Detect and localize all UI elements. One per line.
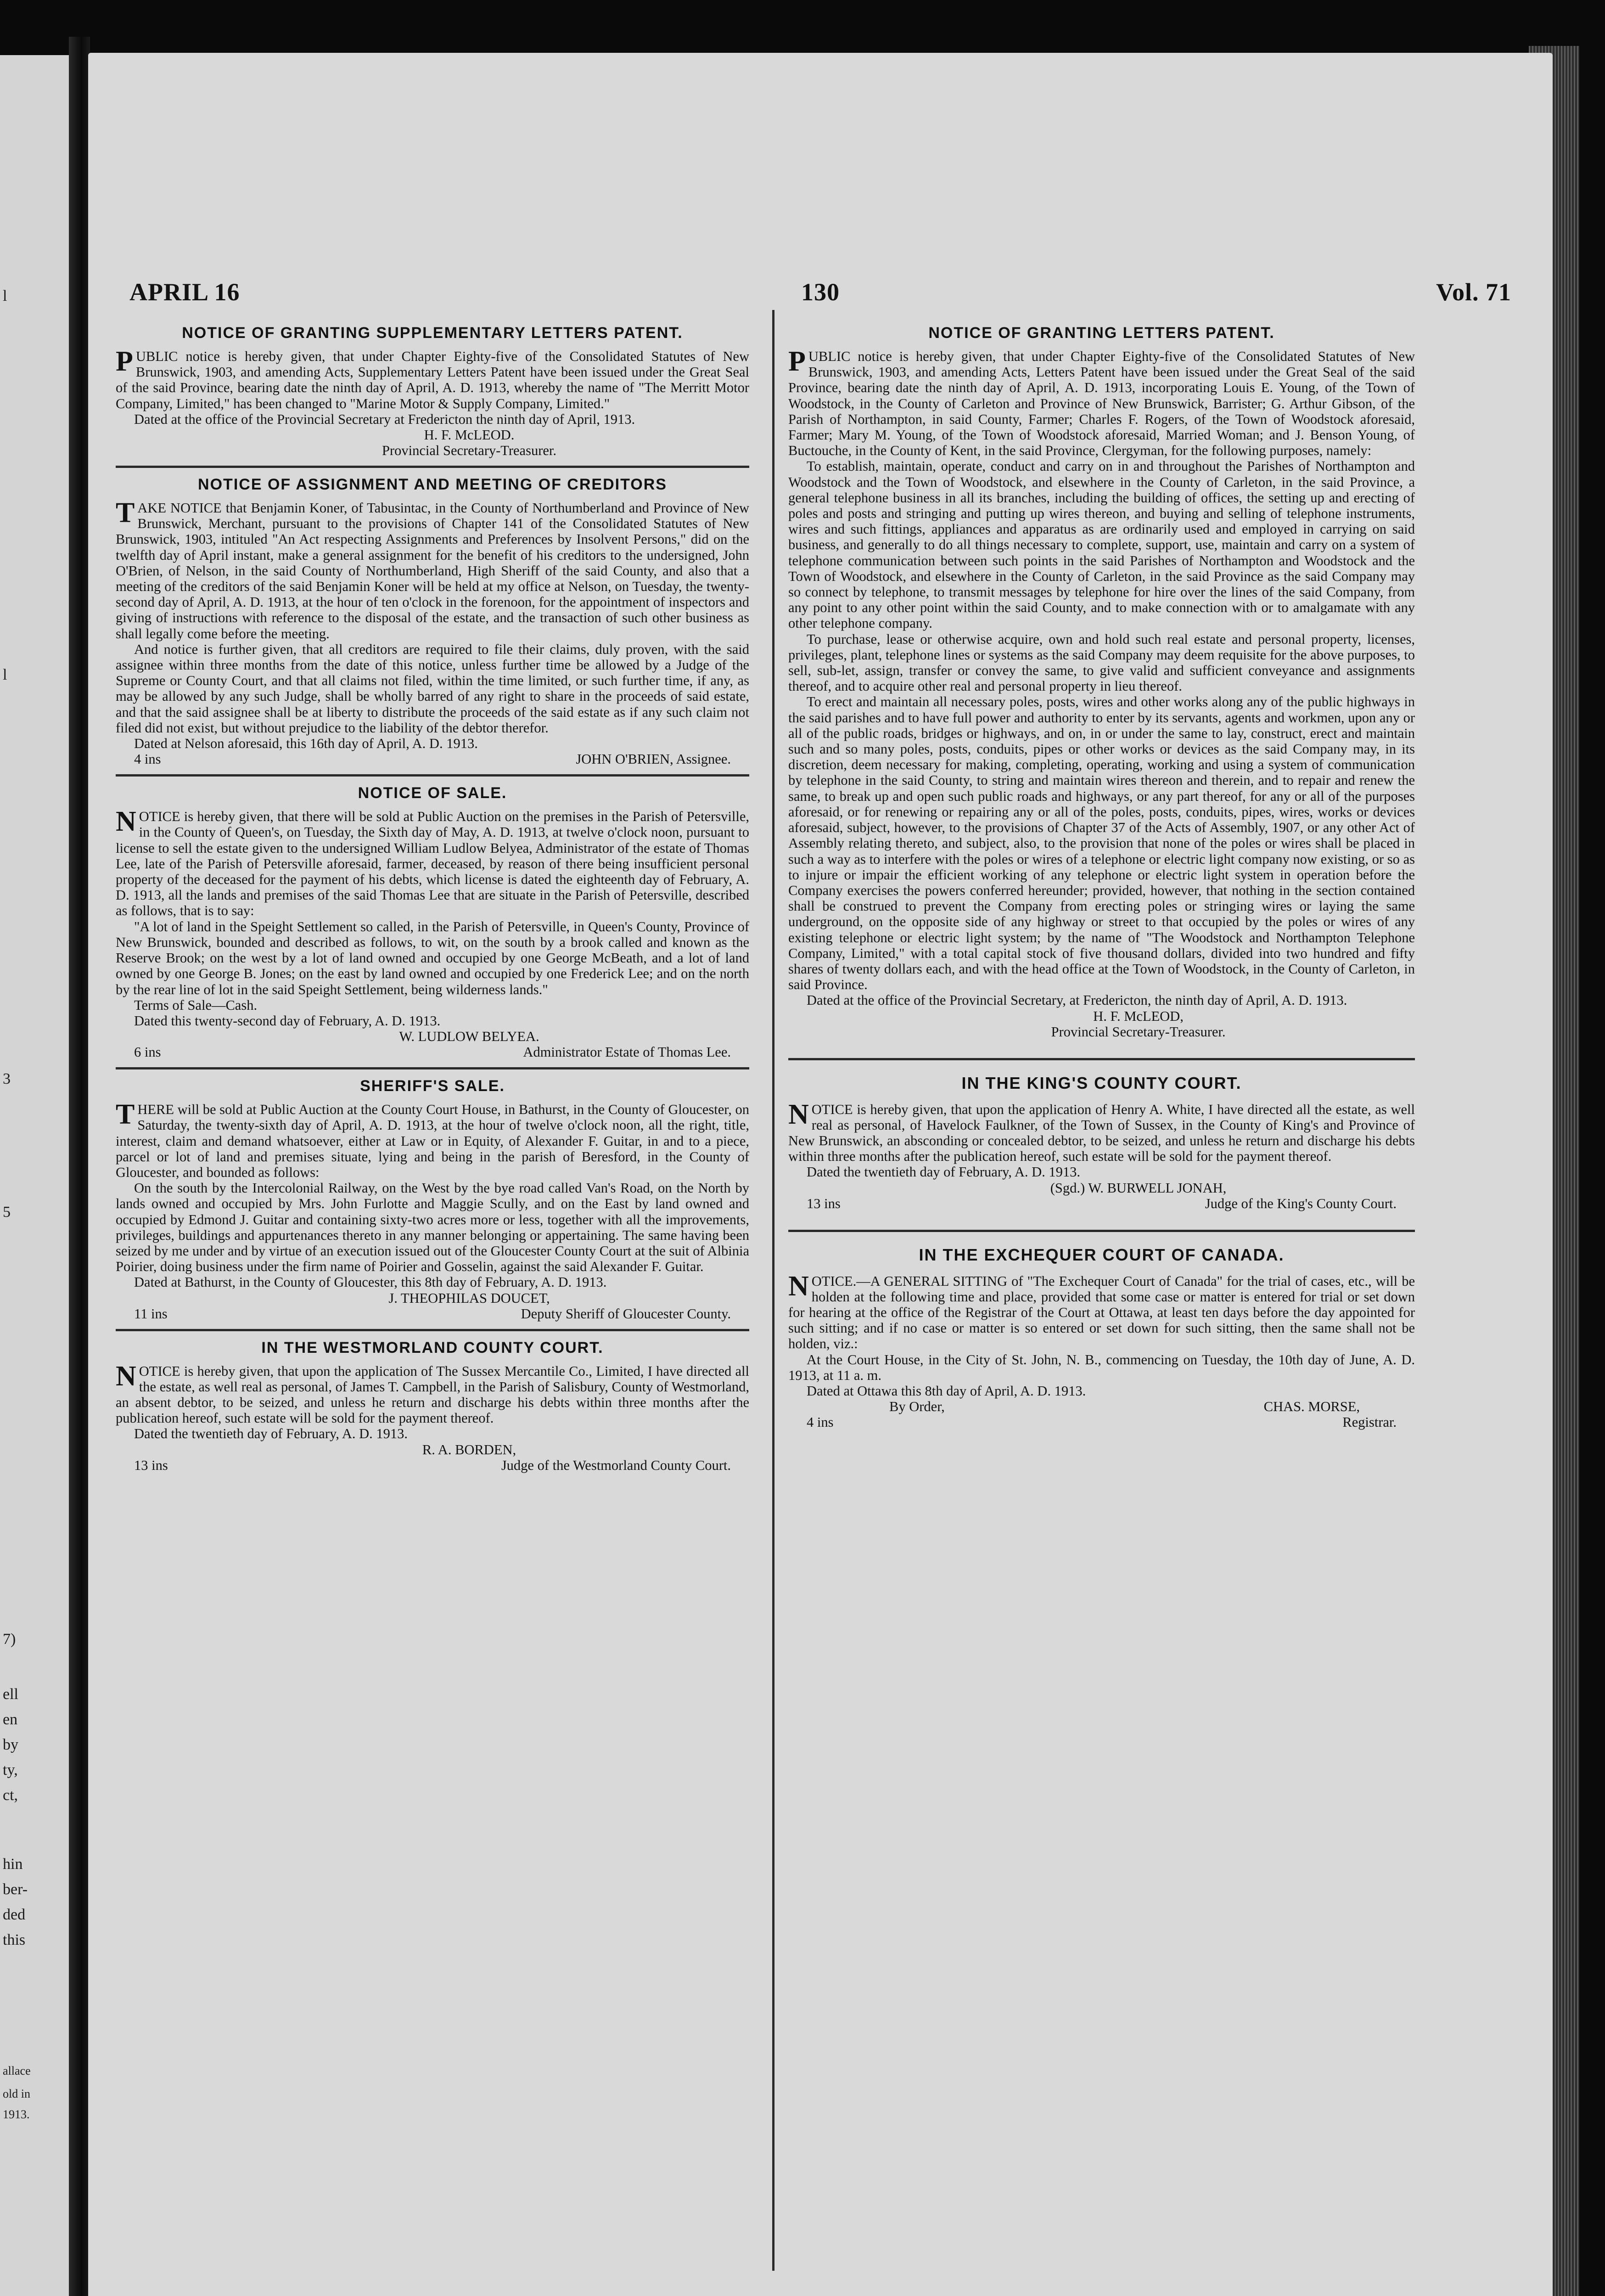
section-rule bbox=[788, 1058, 1415, 1060]
notice-of-sale bbox=[116, 784, 749, 1060]
drop-cap: T bbox=[116, 1099, 135, 1131]
signature-title: Judge of the King's County Court. bbox=[1205, 1195, 1397, 1211]
notice-dated: Dated at Nelson aforesaid, this 16th day of April, A. D. 1913. bbox=[134, 736, 478, 752]
signature-title: Provincial Secretary-Treasurer. bbox=[382, 443, 556, 459]
margin-fragment: 5 bbox=[3, 1204, 11, 1221]
notice-body: OTICE.—A GENERAL SITTING of "The Exchequer Court of Canada" for the trial of cases, etc., will be holden at the following time and place, provided that some case or matter is entered for trial or set down for hearing at the office of the Registrar of the Court at Ottawa, at least ten days before the day appointed for such sitting; and if no case or matter is so entered or set down for such sitting, then the same shall not be holden, viz.: bbox=[788, 1273, 1415, 1352]
notice-dated: Dated at Bathurst, in the County of Gloucester, this 8th day of February, A. D. 1913. bbox=[134, 1274, 607, 1290]
signature-name: H. F. McLEOD. bbox=[424, 427, 515, 443]
margin-fragment: allace bbox=[3, 2064, 31, 2077]
drop-cap: N bbox=[788, 1098, 809, 1130]
drop-cap: T bbox=[116, 497, 135, 529]
signature-title: Registrar. bbox=[1342, 1414, 1397, 1430]
notice-heading: NOTICE OF GRANTING SUPPLEMENTARY LETTERS PATENT. bbox=[182, 324, 683, 342]
notice-paragraph: To erect and maintain all necessary poles, posts, wires and other works along any of the public highways in the said parishes and to have full power and authority to enter by its servants, agents and workmen, upon any or all of the public roads, bridges or highways, and on, in or under the same to lay, construct, erect and maintain such and so many poles, posts, conduits, pipes or other works or devices as the said Company may, in its discretion, deem necessary for making, completing, operating, working and using a system of communication by telephone in the said County, to string and maintain wires thereon and therein, and to repair and renew the same, to break up and open such public roads and highways, or any part thereof, for any or all of the purposes aforesaid, or for renewing or repairing any or all of the poles, posts, conduits, pipes, wires, works or devices aforesaid, subject, however, to the provisions of Chapter 37 of the Acts of Assembly, 1907, or any other Act of Assembly relating thereto, and subject, also, to the provision that none of the poles or wires shall be placed in such a way as to interfere with the poles or wires of a telephone or electric light company now existing, or so as to injure or impair the efficient working of any telephone or electric light system in operation before the Company exercises the powers conferred hereunder; provided, however, that nothing in the section contained shall be construed to prevent the Company from erecting poles or stringing wires or laying the same underground, on the opposite side of any highway or street to that occupied by the poles or wires of any existing telephone or electric light system; by the name of "The Woodstock and Northampton Telephone Company, Limited," with a total capital stock of five thousand dollars, divided into two hundred and fifty shares of twenty dollars each, and with the head office at the Town of Woodstock, in the County of Carleton, in said Province. bbox=[788, 694, 1415, 993]
signature-title: Administrator Estate of Thomas Lee. bbox=[523, 1044, 731, 1060]
signature-title: Provincial Secretary-Treasurer. bbox=[1051, 1024, 1226, 1040]
insertion-count: 11 ins bbox=[134, 1306, 168, 1322]
margin-fragment: 3 bbox=[3, 1070, 11, 1087]
notice-kings-county-court bbox=[788, 1074, 1415, 1211]
notice-paragraph: To purchase, lease or otherwise acquire, own and hold such real estate and personal property, licenses, privileges, plant, telephone lines or systems as the said Company may deem requisite for the above purposes, to sell, sub-let, assign, transfer or convey the same, to give valid and sufficient conveyance and assignments thereof, and to acquire other real and personal property in lieu thereof. bbox=[788, 631, 1415, 694]
notice-heading: IN THE WESTMORLAND COUNTY COURT. bbox=[261, 1339, 604, 1356]
margin-fragment: l bbox=[3, 287, 7, 304]
insertion-count: 13 ins bbox=[807, 1195, 841, 1211]
notice-body-continued: On the south by the Intercolonial Railway, on the West by the bye road called Van's Road, on the North by lands owned and occupied by Mrs. John Furlotte and Maggie Scully, and on the East by land owned and occupied by Edmond J. Guitar and containing sixty-two acres more or less, together with all the improvements, privileges, buildings and appurtenances thereto in any manner belonging or appertaining. The same having been seized by me under and by virtue of an execution issued out of the Gloucester County Court at the suit of Albinia Poirier, doing business under the firm name of Poirier and Gosselin, against the said Alexander F. Guitar. bbox=[116, 1180, 749, 1275]
signature-name: J. THEOPHILAS DOUCET, bbox=[388, 1290, 550, 1306]
notice-heading: NOTICE OF ASSIGNMENT AND MEETING OF CREDITORS bbox=[198, 476, 667, 494]
drop-cap: P bbox=[116, 346, 133, 377]
signature-name: JOHN O'BRIEN, Assignee. bbox=[576, 751, 731, 767]
book-gutter bbox=[69, 37, 90, 2296]
notice-body-continued: And notice is further given, that all creditors are required to file their claims, duly proven, with the said assignee within three months from the date of this notice, unless further time be allowed by a Judge of the Supreme or County Court, and that all claims not filed, within the time limited, or such further time, if any, as may be allowed by any such Judge, shall be wholly barred of any right to share in the proceeds of said estate, and that the said assignee shall be at liberty to distribute the proceeds of the said estate as if any such claim not filed did not exist, but without prejudice to the liability of the debtor therefor. bbox=[116, 641, 749, 736]
drop-cap: N bbox=[116, 1360, 136, 1392]
notice-exchequer-court bbox=[788, 1246, 1415, 1430]
signature-name: W. LUDLOW BELYEA. bbox=[399, 1029, 539, 1045]
notice-heading: IN THE KING'S COUNTY COURT. bbox=[961, 1073, 1242, 1092]
notice-body: AKE NOTICE that Benjamin Koner, of Tabusintac, in the County of Northumberland and Province of New Brunswick, Merchant, pursuant to the provisions of Chapter 141 of the Consolidated Statutes of New Brunswick, 1903, intituled "An Act respecting Assignments and Preferences by Insolvent Persons," did on the twelfth day of April instant, make a general assignment for the benefit of his creditors to the undersigned, John O'Brien, of Nelson, in the said County of Northumberland, High Sheriff of the said County, and also that a meeting of the creditors of the said Benjamin Koner will be held at my office at Nelson, on Tuesday, the twenty-second day of April, A. D. 1913, at the hour of ten o'clock in the forenoon, for the appointment of inspectors and giving of instructions with reference to the disposal of the estate, and the transaction of such other business as shall legally come before the meeting. bbox=[116, 500, 749, 642]
notice-terms: Terms of Sale—Cash. bbox=[134, 997, 258, 1013]
left-column bbox=[116, 324, 749, 1477]
margin-fragment: ded bbox=[3, 1906, 26, 1923]
insertion-count: 13 ins bbox=[134, 1457, 168, 1473]
facing-page-edge bbox=[0, 55, 78, 2296]
notice-dated: Dated at the office of the Provincial Secretary, at Fredericton, the ninth day of April, A. D. 1913. bbox=[807, 992, 1347, 1008]
notice-dated: Dated this twenty-second day of February, A. D. 1913. bbox=[134, 1013, 441, 1029]
notice-dated: Dated at the office of the Provincial Secretary at Fredericton the ninth day of April, 1913. bbox=[134, 411, 635, 427]
notice-heading: NOTICE OF GRANTING LETTERS PATENT. bbox=[928, 324, 1275, 342]
margin-fragment: ct, bbox=[3, 1787, 18, 1804]
drop-cap: N bbox=[788, 1270, 809, 1302]
notice-supplementary-letters-patent bbox=[116, 324, 749, 458]
signature-title: Judge of the Westmorland County Court. bbox=[501, 1457, 731, 1473]
margin-fragment: ty, bbox=[3, 1761, 18, 1778]
running-head bbox=[129, 278, 1511, 315]
section-rule bbox=[116, 1329, 749, 1331]
margin-fragment: 1913. bbox=[3, 2108, 30, 2121]
notice-heading: SHERIFF'S SALE. bbox=[360, 1077, 505, 1095]
insertion-count: 4 ins bbox=[807, 1414, 834, 1430]
notice-body: HERE will be sold at Public Auction at the County Court House, in Bathurst, in the County of Gloucester, on Saturday, the twenty-sixth day of April, A. D. 1913, at the hour of twelve o'clock noon, all the right, title, interest, claim and demand whatsoever, either at Law or in Equity, of Alexander F. Guitar, in and to a piece, parcel or lot of land and premises situate, lying and being in the parish of Beresford, in the County of Gloucester, and bounded as follows: bbox=[116, 1102, 749, 1180]
notice-dated: Dated the twentieth day of February, A. D. 1913. bbox=[807, 1164, 1081, 1180]
section-rule bbox=[116, 1067, 749, 1069]
signature-title: Deputy Sheriff of Gloucester County. bbox=[521, 1306, 731, 1322]
margin-fragment: old in bbox=[3, 2087, 30, 2100]
notice-dated: Dated the twentieth day of February, A. D. 1913. bbox=[134, 1426, 408, 1442]
margin-fragment: 7) bbox=[3, 1631, 16, 1648]
notice-dated: Dated at Ottawa this 8th day of April, A. D. 1913. bbox=[807, 1383, 1086, 1399]
notice-body: OTICE is hereby given, that upon the application of Henry A. White, I have directed all the estate, as well real as personal, of Havelock Faulkner, of the Town of Sussex, in the County of King's and Province of New Brunswick, an absconding or concealed debtor, to be seized, and unless he return and discharge his debts within three months after the publication hereof, such estate will be sold for the payment thereof. bbox=[788, 1101, 1415, 1165]
notice-paragraph: To establish, maintain, operate, conduct and carry on in and throughout the Parishes of Northampton and Woodstock and the Town of Woodstock, and elsewhere in the County of Carleton, in the said Province, a general telephone business in all its branches, including the building of offices, the setting up and erecting of poles and posts and stringing and putting up wires thereon, and buying and selling of telephone instruments, wires and such fittings, appliances and apparatus as are ordinarily used and employed in carrying on said business, and generally to do all things necessary to complete, support, use, maintain and carry on a system of telephone communication between such points in the said Parishes of Northampton and Woodstock and the Town of Woodstock, and elsewhere in the County of Carleton, in the said Province as the said Company may so connect by telephone, to transmit messages by telephone for hire over the lines of the said Company, from any point to any other point within the said County, and to make connection with or to amalgamate with any other telephone company. bbox=[788, 458, 1415, 631]
margin-fragment: ber- bbox=[3, 1881, 28, 1898]
notice-heading: IN THE EXCHEQUER COURT OF CANADA. bbox=[919, 1245, 1285, 1264]
notice-assignment-creditors bbox=[116, 475, 749, 767]
gazette-page bbox=[88, 53, 1553, 2296]
margin-fragment: hin bbox=[3, 1856, 23, 1873]
notice-body: UBLIC notice is hereby given, that under Chapter Eighty-five of the Consolidated Statutes of New Brunswick, 1903, and amending Acts, Letters Patent have been issued under the Great Seal of the said Province, bearing date the ninth day of April, A. D. 1913, incorporating Louis E. Young, of the Town of Woodstock, in the County of Carleton and Province of New Brunswick, Barrister; G. Arthur Gibson, of the Parish of Northampton, in said County, Farmer; Charles F. Rogers, of the Town of Woodstock aforesaid, Farmer; Mary M. Young, of the Town of Woodstock aforesaid, Married Woman; and J. Benson Young, of Buctouche, in the County of Kent, in the said Province, Clergyman, for the following purposes, namely: bbox=[788, 349, 1415, 459]
notice-body: UBLIC notice is hereby given, that under Chapter Eighty-five of the Consolidated Statutes of New Brunswick, 1903, and amending Acts, Supplementary Letters Patent have been issued under the Great Seal of the said Province, bearing date the ninth day of April, A. D. 1913, whereby the name of "The Merritt Motor Company, Limited," has been changed to "Marine Motor & Supply Company, Limited." bbox=[116, 349, 749, 411]
signature-name: (Sgd.) W. BURWELL JONAH, bbox=[1050, 1180, 1227, 1196]
signature-name: R. A. BORDEN, bbox=[422, 1441, 516, 1458]
margin-fragment: ell bbox=[3, 1686, 18, 1703]
insertion-count: 4 ins bbox=[134, 751, 161, 767]
section-rule bbox=[116, 774, 749, 777]
page-number: 130 bbox=[801, 278, 840, 306]
notice-paragraph: At the Court House, in the City of St. John, N. B., commencing on Tuesday, the 10th day of June, A. D. 1913, at 11 a. m. bbox=[788, 1351, 1415, 1383]
notice-body: OTICE is hereby given, that there will be sold at Public Auction on the premises in the Parish of Petersville, in the County of Queen's, on Tuesday, the Sixth day of May, A. D. 1913, at twelve o'clock noon, pursuant to license to sell the estate given to the undersigned William Ludlow Belyea, Administrator of the estate of Thomas Lee, late of the Parish of Petersville aforesaid, farmer, deceased, by reason of there being insufficient personal property of the deceased for the payment of his debts, which license is dated the eighteenth day of February, A. D. 1913, all the lands and premises of the said Thomas Lee that are situate in the Parish of Petersville, described as follows, that is to say: bbox=[116, 809, 749, 919]
by-order: By Order, bbox=[889, 1399, 945, 1415]
signature-name: H. F. McLEOD, bbox=[1093, 1008, 1184, 1024]
issue-date: APRIL 16 bbox=[129, 278, 240, 306]
section-rule bbox=[788, 1230, 1415, 1232]
notice-body: OTICE is hereby given, that upon the application of The Sussex Mercantile Co., Limited, I have directed all the estate, as well real as personal, of James T. Campbell, in the Parish of Salisbury, County of Westmorland, an absent debtor, to be seized, and unless he return and discharge his debts within three months after the publication hereof, such estate will be sold for the payment thereof. bbox=[116, 1363, 749, 1426]
notice-granting-letters-patent bbox=[788, 324, 1415, 1040]
drop-cap: N bbox=[116, 806, 136, 838]
margin-fragment: l bbox=[3, 666, 7, 683]
drop-cap: P bbox=[788, 346, 806, 377]
notice-westmorland-county-court bbox=[116, 1339, 749, 1473]
column-divider bbox=[772, 310, 774, 2271]
right-column bbox=[788, 324, 1415, 1434]
notice-heading: NOTICE OF SALE. bbox=[358, 784, 507, 802]
section-rule bbox=[116, 466, 749, 468]
margin-fragment: en bbox=[3, 1711, 18, 1728]
margin-fragment: this bbox=[3, 1931, 26, 1948]
margin-fragment: by bbox=[3, 1736, 18, 1753]
insertion-count: 6 ins bbox=[134, 1044, 161, 1060]
notice-body-continued: "A lot of land in the Speight Settlement so called, in the Parish of Petersville, in Queen's County, Province of New Brunswick, bounded and described as follows, to wit, on the south by a brook called and known as the Reserve Brook; on the west by a lot of land owned and occupied by one George McBeath, and a lot of land owned by one George B. Jones; on the east by land owned and occupied by one Frederick Lee; and on the north by the rear line of lot in the said Speight Settlement, being wilderness lands." bbox=[116, 918, 749, 997]
signature-name: CHAS. MORSE, bbox=[1263, 1399, 1360, 1415]
volume-number: Vol. 71 bbox=[1436, 278, 1511, 306]
notice-sheriffs-sale bbox=[116, 1077, 749, 1321]
